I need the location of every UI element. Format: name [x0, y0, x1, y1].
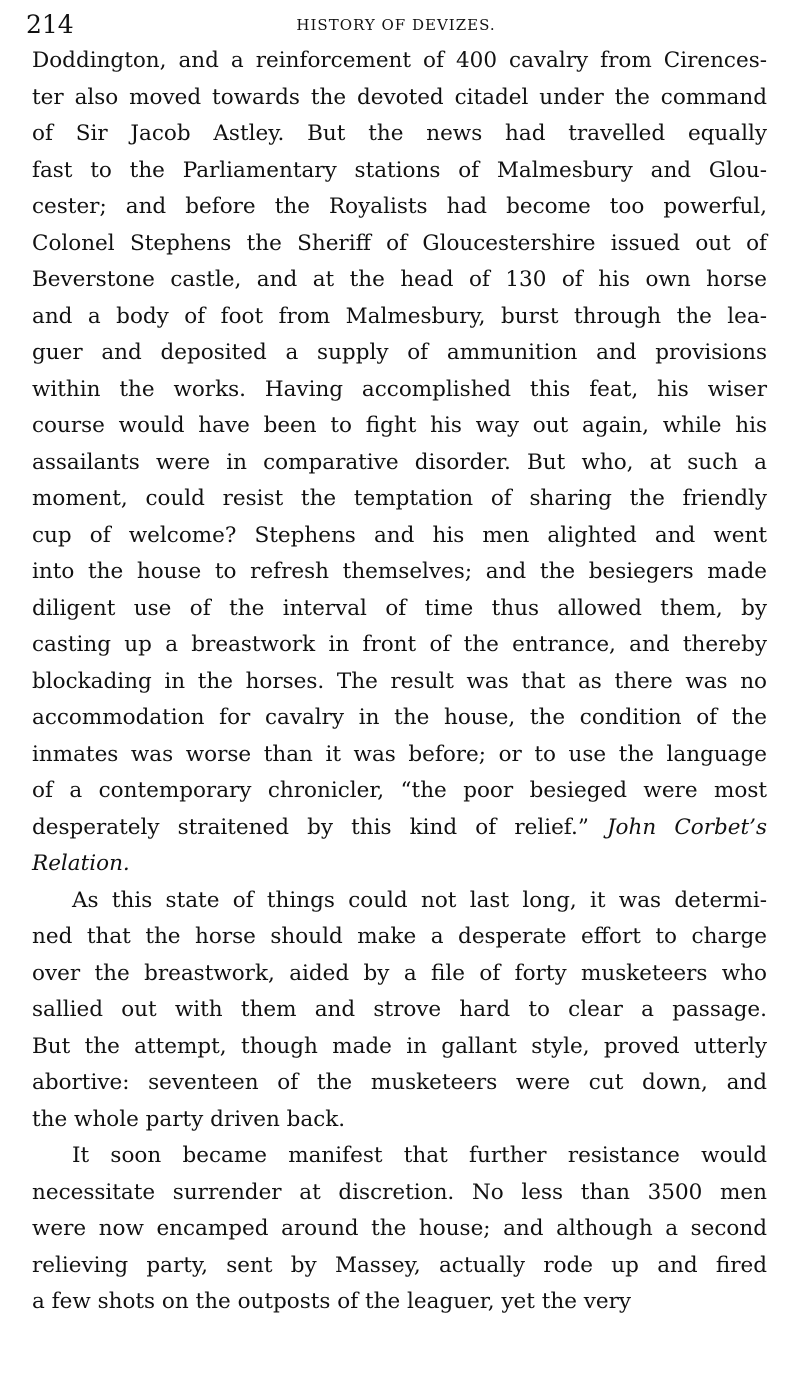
text-line: Beverstone castle, and at the head of 130 of his own horse [32, 267, 767, 292]
text-line: But the attempt, though made in gallant style, proved utterly [32, 1033, 767, 1059]
text-line: cup of welcome? Stephens and his men alighted and went [32, 522, 767, 548]
text-line: of a contemporary chronicler, “the poor besieged were most [32, 778, 767, 803]
text-line: moment, could resist the temptation of sharing the friendly [32, 486, 767, 511]
paragraph [32, 1138, 767, 1321]
text-line: inmates was worse than it was before; or to use the language [32, 741, 767, 767]
text-line: and a body of foot from Malmesbury, burst through the lea- [32, 303, 767, 329]
text-line: were now encamped around the house; and although a second [32, 1216, 767, 1241]
text-line: relieving party, sent by Massey, actually rode up and fired [32, 1252, 767, 1278]
citation-text: John Corbet’s [606, 814, 767, 840]
text-line: abortive: seventeen of the musketeers were cut down, and [32, 1070, 767, 1095]
running-header [26, 10, 766, 46]
paragraph [32, 43, 767, 883]
text-line: over the breastwork, aided by a file of forty musketeers who [32, 960, 767, 986]
running-title: HISTORY OF DEVIZES. [296, 16, 496, 34]
text-line: assailants were in comparative disorder. But who, at such a [32, 449, 767, 475]
text-line: diligent use of the interval of time thus allowed them, by [32, 595, 767, 621]
text-line: Doddington, and a reinforcement of 400 cavalry from Cirences- [32, 48, 767, 73]
text-line: Relation. [32, 851, 130, 876]
text-line: desperately straitened by this kind of relief.” John Corbet’s [32, 814, 767, 840]
paragraph [32, 883, 767, 1139]
text-line: blockading in the horses. The result was that as there was no [32, 668, 767, 694]
text-line: As this state of things could not last long, it was determi- [72, 887, 767, 913]
text-line: It soon became manifest that further resistance would [72, 1143, 767, 1168]
body-text [32, 43, 767, 1321]
text-line: ned that the horse should make a desperate effort to charge [32, 924, 767, 949]
text-line: necessitate surrender at discretion. No less than 3500 men [32, 1179, 767, 1205]
text-line: sallied out with them and strove hard to clear a passage. [32, 997, 767, 1022]
text-line: casting up a breastwork in front of the entrance, and thereby [32, 632, 767, 657]
text-line: into the house to refresh themselves; and the besiegers made [32, 559, 767, 584]
text-line: guer and deposited a supply of ammunition and provisions [32, 340, 767, 365]
text-line: cester; and before the Royalists had become too powerful, [32, 194, 767, 219]
text-line: of Sir Jacob Astley. But the news had travelled equally [32, 121, 767, 146]
text-line: a few shots on the outposts of the leaguer, yet the very [32, 1289, 632, 1314]
page-number: 214 [26, 10, 74, 39]
text-line: the whole party driven back. [32, 1106, 346, 1132]
text-line: fast to the Parliamentary stations of Malmesbury and Glou- [32, 157, 767, 183]
text-line: Colonel Stephens the Sheriff of Gloucestershire issued out of [32, 230, 767, 256]
text-line: course would have been to fight his way out again, while his [32, 413, 767, 438]
text-line: ter also moved towards the devoted citadel under the command [32, 84, 767, 110]
text-line: within the works. Having accomplished this feat, his wiser [32, 376, 767, 402]
text-line: accommodation for cavalry in the house, the condition of the [32, 705, 767, 730]
